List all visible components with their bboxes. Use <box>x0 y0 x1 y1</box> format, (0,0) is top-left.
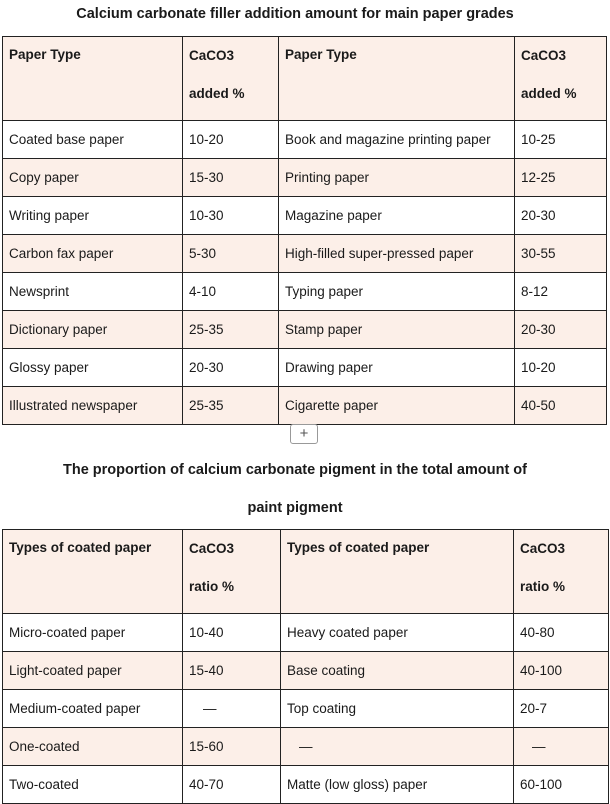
header-caco3-line2: ratio % <box>189 579 235 594</box>
cell: Book and magazine printing paper <box>279 121 515 159</box>
header-paper-type-left: Paper Type <box>3 37 183 121</box>
cell: 25-35 <box>183 311 279 349</box>
cell: Light-coated paper <box>3 652 183 690</box>
table-row <box>3 387 607 425</box>
cell: 20-30 <box>515 311 607 349</box>
cell: — <box>281 728 514 766</box>
table-header-row <box>3 530 609 614</box>
cell: Printing paper <box>279 159 515 197</box>
header-caco3-line1: CaCO3 <box>189 48 235 63</box>
header-paper-type-right: Paper Type <box>279 37 515 121</box>
cell: Matte (low gloss) paper <box>281 766 514 804</box>
cell: Typing paper <box>279 273 515 311</box>
cell: 40-70 <box>183 766 281 804</box>
cell: Glossy paper <box>3 349 183 387</box>
cell: — <box>514 728 609 766</box>
cell: Micro-coated paper <box>3 614 183 652</box>
header-caco3-right <box>515 37 607 121</box>
header-caco3-left <box>183 530 281 614</box>
cell: 30-55 <box>515 235 607 273</box>
cell: 10-25 <box>515 121 607 159</box>
cell: 40-80 <box>514 614 609 652</box>
cell: 20-7 <box>514 690 609 728</box>
table-row <box>3 652 609 690</box>
cell: 10-20 <box>183 121 279 159</box>
header-caco3-line1: CaCO3 <box>520 541 566 556</box>
table-row <box>3 159 607 197</box>
cell: 15-30 <box>183 159 279 197</box>
table1-title: Calcium carbonate filler addition amount for main paper grades <box>76 6 514 22</box>
header-caco3-line1: CaCO3 <box>189 541 235 556</box>
filler-table <box>2 36 607 425</box>
table-row <box>3 728 609 766</box>
table-row <box>3 614 609 652</box>
cell: — <box>183 690 281 728</box>
cell: 40-50 <box>515 387 607 425</box>
table-row <box>3 311 607 349</box>
expand-table-button[interactable]: + <box>290 424 318 444</box>
table-row <box>3 690 609 728</box>
cell: Newsprint <box>3 273 183 311</box>
table-row <box>3 197 607 235</box>
cell: 10-40 <box>183 614 281 652</box>
header-caco3-line2: added % <box>189 86 245 101</box>
table-row <box>3 235 607 273</box>
cell: 25-35 <box>183 387 279 425</box>
cell: Carbon fax paper <box>3 235 183 273</box>
header-caco3-line2: added % <box>521 86 577 101</box>
cell: 20-30 <box>183 349 279 387</box>
header-coated-type-right: Types of coated paper <box>281 530 514 614</box>
cell: High-filled super-pressed paper <box>279 235 515 273</box>
table-header-row <box>3 37 607 121</box>
cell: 10-30 <box>183 197 279 235</box>
cell: Heavy coated paper <box>281 614 514 652</box>
cell: Stamp paper <box>279 311 515 349</box>
cell: Dictionary paper <box>3 311 183 349</box>
cell: Medium-coated paper <box>3 690 183 728</box>
cell: 15-40 <box>183 652 281 690</box>
header-coated-type-left: Types of coated paper <box>3 530 183 614</box>
cell: Magazine paper <box>279 197 515 235</box>
table2-title-line1: The proportion of calcium carbonate pigment in the total amount of <box>62 462 527 478</box>
cell: Two-coated <box>3 766 183 804</box>
cell: One-coated <box>3 728 183 766</box>
header-caco3-line2: ratio % <box>520 579 566 594</box>
table2-title-line2: paint pigment <box>247 500 343 516</box>
cell: Top coating <box>281 690 514 728</box>
cell: 12-25 <box>515 159 607 197</box>
cell: Writing paper <box>3 197 183 235</box>
cell: Copy paper <box>3 159 183 197</box>
cell: 20-30 <box>515 197 607 235</box>
table-row <box>3 349 607 387</box>
cell: 60-100 <box>514 766 609 804</box>
cell: Drawing paper <box>279 349 515 387</box>
cell: Illustrated newspaper <box>3 387 183 425</box>
cell: 8-12 <box>515 273 607 311</box>
cell: 5-30 <box>183 235 279 273</box>
cell: Cigarette paper <box>279 387 515 425</box>
cell: 10-20 <box>515 349 607 387</box>
cell: 4-10 <box>183 273 279 311</box>
cell: Base coating <box>281 652 514 690</box>
table-row <box>3 766 609 804</box>
cell: 40-100 <box>514 652 609 690</box>
pigment-table <box>2 529 609 804</box>
cell: Coated base paper <box>3 121 183 159</box>
header-caco3-line1: CaCO3 <box>521 48 567 63</box>
cell: 15-60 <box>183 728 281 766</box>
table-row <box>3 121 607 159</box>
header-caco3-right <box>514 530 609 614</box>
header-caco3-left <box>183 37 279 121</box>
table-row <box>3 273 607 311</box>
